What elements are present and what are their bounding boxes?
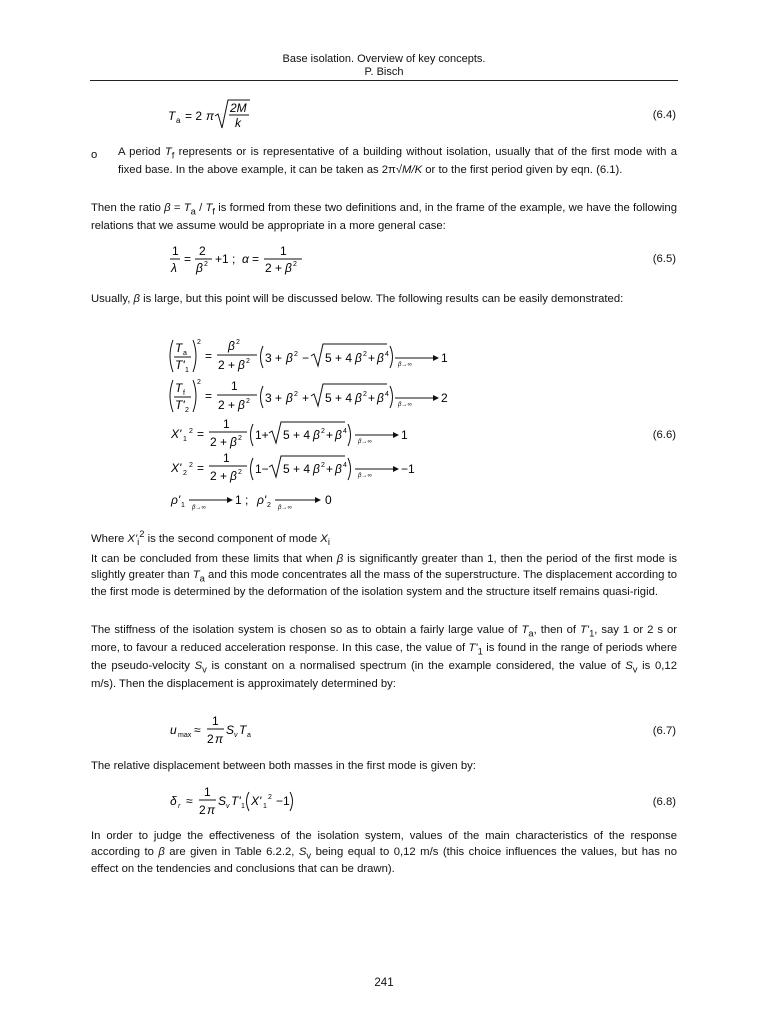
svg-text:1: 1 <box>280 244 287 258</box>
svg-text:a: a <box>183 350 187 357</box>
svg-text:2: 2 <box>246 398 250 405</box>
svg-text:2: 2 <box>363 351 367 358</box>
eq66-line3 <box>170 417 408 449</box>
svg-text:1: 1 <box>181 502 185 509</box>
svg-text:2: 2 <box>185 407 189 414</box>
svg-text:β: β <box>355 391 362 405</box>
svg-text:π: π <box>207 803 216 817</box>
usually-paragraph <box>91 292 677 308</box>
svg-text:1: 1 <box>204 785 211 799</box>
svg-text:1: 1 <box>212 714 219 728</box>
svg-text:1−: 1− <box>255 462 269 476</box>
svg-text:u: u <box>170 723 177 737</box>
svg-text:=: = <box>197 427 205 441</box>
svg-text:max: max <box>178 732 192 739</box>
svg-text:1+: 1+ <box>255 428 269 442</box>
svg-text:β: β <box>196 261 203 275</box>
svg-text:β: β <box>230 435 237 449</box>
bullet-text-2: represents or is representative of a building without isolation, usually that of the first mode with a fixed base. In the above example, it can be taken as 2π√ <box>118 146 677 176</box>
svg-text:β: β <box>286 391 293 405</box>
stiff-T-sub: a <box>528 627 534 639</box>
stiff-text-1: The stiffness of the isolation system is chosen so as to obtain a fairly large value of <box>91 624 522 636</box>
svg-text:2 +: 2 + <box>210 469 228 483</box>
stiff-text-6: is 0,12 m/s). Then the displacement is approximately determined by: <box>91 659 677 690</box>
page-number: 241 <box>374 977 394 989</box>
svg-text:2: 2 <box>321 428 325 435</box>
svg-text:1: 1 <box>183 436 187 443</box>
ratio-text-1: Then the ratio <box>91 202 165 214</box>
svg-text:β→∞: β→∞ <box>358 439 372 445</box>
svg-text:5 + 4: 5 + 4 <box>325 351 353 365</box>
svg-text:r: r <box>178 803 181 810</box>
svg-text:2: 2 <box>197 379 201 386</box>
stiff-text-3: , say 1 or 2 s or more, to favour a reduced acceleration response. In this case, the value of <box>91 624 677 654</box>
svg-text:2: 2 <box>207 732 214 746</box>
svg-text:=: = <box>205 389 213 403</box>
svg-text:5 + 4: 5 + 4 <box>283 462 311 476</box>
svg-text:a: a <box>247 732 251 739</box>
svg-text:2M: 2M <box>230 101 247 115</box>
stiff-T1b: T' <box>468 641 478 654</box>
bullet-marker: o <box>91 149 98 161</box>
where-X-sub: i <box>137 536 140 548</box>
equation-number-6-8: (6.8) <box>652 796 676 808</box>
svg-text:S: S <box>226 723 235 737</box>
ratio-text-2: is formed from these two definitions and, in the frame of the example, we have the following relations that we assume would be appropriate in a more general case: <box>91 202 677 232</box>
bullet-T: T <box>164 146 172 158</box>
usually-text-1: Usually, <box>91 293 134 305</box>
ratio-T2: T <box>205 202 213 214</box>
svg-text:≈: ≈ <box>186 794 193 808</box>
usually-text-2: is large, but this point will be discussed below. The following results can be easily demonstrated: <box>139 293 624 305</box>
judge-beta: β <box>158 845 165 858</box>
svg-text:5 + 4: 5 + 4 <box>325 391 353 405</box>
concl-text-3: and this mode concentrates all the mass of the superstructure. The displacement according to the first mode is determined by the deformation of the isolation system and the structure itself remains quasi-rigid. <box>91 568 677 599</box>
bullet-T-sub: f <box>171 149 175 161</box>
concl-beta: β <box>336 553 344 565</box>
svg-text:2: 2 <box>204 261 208 268</box>
svg-text:2: 2 <box>363 391 367 398</box>
svg-text:1: 1 <box>441 351 448 365</box>
svg-text:β: β <box>285 261 292 275</box>
svg-text:α: α <box>242 252 249 266</box>
equation-number-6-7: (6.7) <box>652 725 676 737</box>
svg-text:2: 2 <box>197 339 201 346</box>
svg-text:f: f <box>183 390 185 397</box>
stiff-T1-sub: 1 <box>589 627 595 639</box>
judge-text-1: In order to judge the effectiveness of the isolation system, values of the main characteristics of the response according to <box>91 830 677 858</box>
svg-text:π: π <box>206 109 215 123</box>
stiff-S2: S <box>625 659 633 672</box>
svg-text:2 +: 2 + <box>218 358 236 372</box>
svg-text:2 +: 2 + <box>210 435 228 449</box>
svg-text:2 +: 2 + <box>218 398 236 412</box>
bullet-MK: M/K <box>402 163 423 176</box>
svg-text:+: + <box>368 391 376 405</box>
svg-text:2: 2 <box>294 351 298 358</box>
svg-text:v: v <box>226 803 230 810</box>
svg-text:β: β <box>313 462 320 476</box>
header-rule <box>90 80 678 81</box>
concl-T-sub: a <box>199 571 205 583</box>
svg-text:4: 4 <box>343 428 347 435</box>
where-X: X' <box>127 532 138 545</box>
where-text-2: is the second component of mode <box>144 532 321 545</box>
svg-text:X': X' <box>251 794 262 808</box>
svg-text:+1 ;: +1 ; <box>215 252 236 266</box>
svg-text:2: 2 <box>294 391 298 398</box>
stiffness-paragraph <box>91 623 677 692</box>
svg-text:2: 2 <box>183 470 187 477</box>
equation-number-6-4: (6.4) <box>652 109 676 121</box>
eq66-line1 <box>170 339 448 374</box>
svg-text:−: − <box>302 351 310 365</box>
svg-text:4: 4 <box>385 351 389 358</box>
svg-text:+: + <box>368 351 376 365</box>
ratio-eq: = <box>170 202 184 214</box>
svg-text:β→∞: β→∞ <box>398 402 412 408</box>
stiff-T: T <box>521 624 529 636</box>
ratio-T1-sub: a <box>190 205 196 217</box>
svg-text:β: β <box>335 428 342 442</box>
svg-text:β: β <box>228 339 235 353</box>
equation-number-6-6: (6.6) <box>652 429 676 441</box>
svg-text:β: β <box>377 391 384 405</box>
svg-text:≈: ≈ <box>194 723 201 737</box>
svg-text:2 +: 2 + <box>265 261 283 275</box>
relative-paragraph: The relative displacement between both masses in the first mode is given by: <box>91 760 476 772</box>
svg-text:=: = <box>205 349 213 363</box>
svg-text:ρ': ρ' <box>257 493 267 507</box>
svg-text:2: 2 <box>189 462 193 469</box>
svg-text:X': X' <box>171 461 182 475</box>
ratio-paragraph <box>91 201 677 234</box>
eq66-line2 <box>170 379 448 414</box>
where-text-1: Where <box>91 532 128 545</box>
concl-T: T <box>192 568 200 581</box>
stiff-text-5: is constant on a normalised spectrum (in the example considered, the value of <box>206 659 626 672</box>
svg-text:2: 2 <box>236 339 240 346</box>
svg-text:β: β <box>238 358 245 372</box>
svg-text:β: β <box>335 462 342 476</box>
equation-6-6-block <box>165 336 485 515</box>
svg-text:1: 1 <box>241 803 245 810</box>
svg-text:β: β <box>286 351 293 365</box>
svg-text:β→∞: β→∞ <box>278 505 292 511</box>
running-header-title: Base isolation. Overview of key concepts. <box>282 53 486 65</box>
svg-text:=: = <box>184 252 192 266</box>
equation-6-8 <box>170 784 310 821</box>
svg-text:+: + <box>326 462 334 476</box>
running-header-author: P. Bisch <box>364 66 404 78</box>
svg-text:T': T' <box>175 358 185 372</box>
svg-text:β: β <box>313 428 320 442</box>
svg-text:= 2: = 2 <box>185 109 203 123</box>
svg-text:2: 2 <box>268 794 272 801</box>
svg-text:2: 2 <box>246 358 250 365</box>
concl-text-1: It can be concluded from these limits that when <box>91 553 337 565</box>
svg-text:4: 4 <box>343 462 347 469</box>
stiff-S-sub: v <box>202 662 207 674</box>
svg-text:3 +: 3 + <box>265 351 283 365</box>
svg-text:T': T' <box>175 398 185 412</box>
svg-text:ρ': ρ' <box>171 493 181 507</box>
svg-text:β→∞: β→∞ <box>358 473 372 479</box>
svg-text:β: β <box>377 351 384 365</box>
svg-text:2: 2 <box>199 803 206 817</box>
eq66-line4 <box>170 451 415 483</box>
svg-text:v: v <box>234 732 238 739</box>
svg-text:2: 2 <box>267 502 271 509</box>
bullet-paragraph <box>118 145 677 178</box>
svg-text:T: T <box>175 381 183 395</box>
svg-text:2: 2 <box>238 435 242 442</box>
svg-text:2: 2 <box>441 391 448 405</box>
equation-number-6-5: (6.5) <box>652 253 676 265</box>
svg-text:k: k <box>235 116 241 130</box>
svg-text:β: β <box>230 469 237 483</box>
svg-text:X': X' <box>171 427 182 441</box>
svg-text:1 ;: 1 ; <box>235 493 249 507</box>
svg-text:=: = <box>197 461 205 475</box>
svg-text:1: 1 <box>223 417 230 431</box>
stiff-text-4: is found in the range of periods where the pseudo-velocity <box>91 641 678 672</box>
svg-text:=: = <box>252 252 260 266</box>
svg-text:β→∞: β→∞ <box>398 362 412 368</box>
ratio-T2-sub: f <box>212 205 215 217</box>
judge-paragraph <box>91 829 677 878</box>
ratio-beta: β <box>164 202 171 214</box>
svg-text:β→∞: β→∞ <box>192 505 206 511</box>
concl-text-2: is significantly greater than 1, then the period of the first mode is slightly greater than <box>91 553 677 581</box>
svg-text:2: 2 <box>238 469 242 476</box>
svg-text:+: + <box>302 391 310 405</box>
where-Xi-sub: i <box>327 536 330 548</box>
svg-text:T: T <box>168 109 176 123</box>
svg-text:5 + 4: 5 + 4 <box>283 428 311 442</box>
svg-text:S: S <box>218 794 227 808</box>
svg-text:λ: λ <box>171 261 177 275</box>
conclusion-paragraph <box>91 552 677 601</box>
eq66-line5 <box>170 493 332 511</box>
ratio-T1: T <box>183 202 191 214</box>
stiff-text-2: , then of <box>533 624 580 636</box>
svg-text:β: β <box>238 398 245 412</box>
svg-text:2: 2 <box>293 261 297 268</box>
stiff-S2-sub: v <box>632 662 638 674</box>
judge-text-2: are given in Table 6.2.2, <box>164 845 299 858</box>
usually-beta: β <box>133 293 140 305</box>
svg-text:T: T <box>239 723 247 737</box>
svg-text:T': T' <box>231 794 241 808</box>
svg-text:1: 1 <box>263 803 267 810</box>
stiff-T1b-sub: 1 <box>477 645 483 657</box>
bullet-text-3: or to the first period given by eqn. (6.1). <box>422 163 623 176</box>
svg-text:π: π <box>215 732 224 746</box>
equation-6-7 <box>170 713 260 750</box>
svg-text:1: 1 <box>185 367 189 374</box>
svg-text:2: 2 <box>189 428 193 435</box>
svg-text:1: 1 <box>231 379 238 393</box>
svg-text:1: 1 <box>172 244 179 258</box>
svg-text:β: β <box>355 351 362 365</box>
svg-text:+: + <box>326 428 334 442</box>
svg-text:δ: δ <box>170 794 177 808</box>
where-X-sup: 2 <box>139 528 145 539</box>
judge-S-sub: v <box>306 848 312 860</box>
svg-text:−1: −1 <box>401 462 415 476</box>
svg-text:2: 2 <box>321 462 325 469</box>
judge-S: S <box>298 845 307 858</box>
bullet-text-1: A period <box>118 146 165 158</box>
stiff-S: S <box>194 659 203 672</box>
judge-text-3: being equal to 0,12 m/s (this choice influences the values, but has no effect on the tendencies and conclusions that can be drawn). <box>91 845 677 876</box>
svg-text:a: a <box>176 116 181 125</box>
svg-text:3 +: 3 + <box>265 391 283 405</box>
svg-text:4: 4 <box>385 391 389 398</box>
svg-text:T: T <box>175 341 183 355</box>
where-paragraph <box>91 526 677 550</box>
svg-text:−1: −1 <box>276 794 290 808</box>
stiff-T1: T' <box>580 624 590 636</box>
svg-text:1: 1 <box>401 428 408 442</box>
svg-text:2: 2 <box>199 244 206 258</box>
where-Xi: X <box>320 532 328 545</box>
ratio-slash: / <box>195 202 206 214</box>
svg-text:1: 1 <box>223 451 230 465</box>
equation-6-4 <box>168 98 268 137</box>
equation-6-5 <box>170 242 310 279</box>
svg-text:0: 0 <box>325 493 332 507</box>
